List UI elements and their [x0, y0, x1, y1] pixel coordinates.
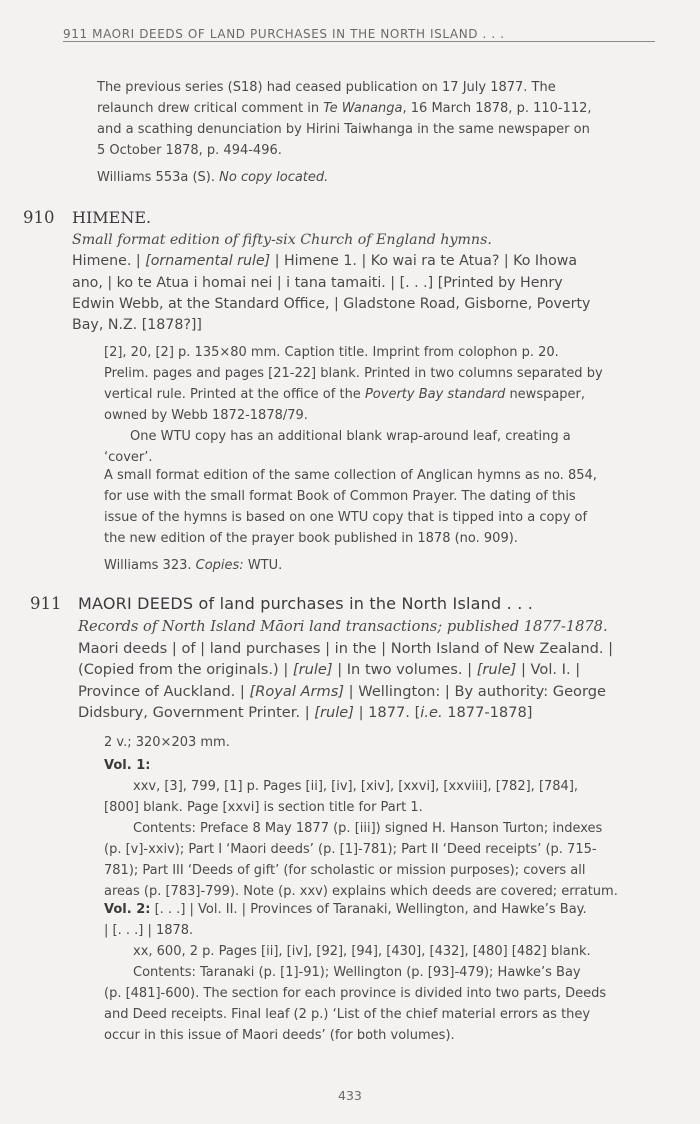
entry-910-title-line-4: Bay, N.Z. [1878?]]: [72, 317, 202, 334]
entry-910-collation: [104, 342, 603, 468]
r910-copies-label: Copies:: [195, 558, 244, 573]
entry-910-description: [72, 230, 590, 336]
vol1-collation-1: xxv, [3], 799, [1] p. Pages [ii], [iv], [xiv], [xxvi], [xxviii], [782], [784],: [133, 779, 579, 794]
t911-l2-c: | Vol. I. |: [516, 661, 581, 678]
vol2-collation: xx, 600, 2 p. Pages [ii], [iv], [92], [94], [430], [432], [480] [482] blank.: [133, 944, 591, 959]
vol2-title-1: [. . .] | Vol. II. | Provinces of Taranaki, Wellington, and Hawke’s Bay.: [150, 902, 587, 917]
t910-l1-rest: | Himene 1. | Ko wai ra te Atua? | Ko Ihowa: [270, 253, 578, 270]
running-head: 911 MAORI DEEDS OF LAND PURCHASES IN THE NORTH ISLAND . . .: [63, 27, 505, 41]
intro-reference: [97, 167, 328, 188]
vol2-contents-4: occur in this issue of Maori deeds’ (for both volumes).: [104, 1028, 455, 1043]
t911-line-2: [78, 659, 613, 681]
t911-l4-c: 1877-1878]: [442, 704, 533, 721]
entry-911-format: 2 v.; 320×203 mm.: [104, 735, 230, 750]
vol1-contents-2: (p. [v]-xxiv); Part I ‘Maori deeds’ (p. [1]-781); Part II ‘Deed receipts’ (p. 715-: [104, 842, 597, 857]
t911-l2-rule: [rule]: [292, 661, 333, 678]
entry-911-subtitle: Records of North Island Māori land transactions; published 1877-1878.: [78, 618, 608, 635]
t911-line-1: Maori deeds | of | land purchases | in the | North Island of New Zealand. |: [78, 639, 614, 657]
vol2-contents-2: (p. [481]-600). The section for each province is divided into two parts, Deeds: [104, 986, 607, 1001]
intro-line-4: 5 October 1878, p. 494-496.: [97, 143, 282, 158]
t910-l1-italic: [ornamental rule]: [145, 253, 271, 270]
vol1-label: Vol. 1:: [104, 758, 151, 773]
t911-l4-ie: i.e.: [420, 704, 443, 721]
entry-910-title-line-3: Edwin Webb, at the Standard Office, | Gladstone Road, Gisborne, Poverty: [72, 295, 591, 312]
vol1-contents-3: 781); Part III ‘Deeds of gift’ (for scholastic or mission purposes); covers all: [104, 863, 586, 878]
t911-l3-a: Province of Auckland. |: [78, 682, 250, 700]
entry-910-title-line-2: ano, | ko te Atua i homai nei | i tana tamaiti. | [. . .] [Printed by Henry: [72, 274, 563, 291]
vol2-block: [104, 899, 606, 1046]
intro-line-2-start: relaunch drew critical comment in: [97, 101, 324, 116]
c910-l3-rest: newspaper,: [505, 387, 586, 402]
c910-line-1: [2], 20, [2] p. 135×80 mm. Caption title. Imprint from colophon p. 20.: [104, 345, 559, 360]
entry-911-description: [78, 616, 613, 724]
vol2-label: Vol. 2:: [104, 902, 151, 917]
t911-l3-b: | Wellington: | By authority: George: [344, 682, 606, 700]
r910-copies-value: WTU.: [243, 558, 283, 573]
entry-910-heading: HIMENE.: [72, 208, 152, 227]
entry-910-reference: [104, 555, 282, 576]
entry-910-title-line-1: [72, 251, 590, 272]
intro-line-1: The previous series (S18) had ceased publication on 17 July 1877. The: [97, 80, 556, 95]
t911-l2-b: | In two volumes. |: [332, 661, 477, 678]
entry-911-number: 911: [30, 594, 62, 613]
vol1-block: [104, 755, 618, 902]
t911-line-3: [78, 681, 613, 703]
intro-line-2-rest: , 16 March 1878, p. 110-112,: [402, 101, 592, 116]
vol2-contents-3: and Deed receipts. Final leaf (2 p.) ‘List of the chief material errors as they: [104, 1007, 591, 1022]
c910-l3-start: vertical rule. Printed at the office of the: [104, 387, 365, 402]
entry-910-number: 910: [23, 208, 55, 227]
entry-910-subtitle: Small format edition of fifty-six Church of England hymns.: [72, 232, 492, 248]
t910-l1-start: Himene. |: [72, 253, 146, 270]
c910-line-4: owned by Webb 1872-1878/79.: [104, 408, 308, 423]
t911-l3-arms: [Royal Arms]: [249, 682, 345, 700]
n910-line-1: A small format edition of the same collection of Anglican hymns as no. 854,: [104, 468, 597, 483]
intro-line-2: [97, 98, 592, 119]
t911-l4-rule: [rule]: [314, 704, 354, 721]
intro-ref-williams: Williams 553a (S).: [97, 170, 215, 185]
newspaper-title: Te Wananga: [323, 101, 403, 116]
running-head-rule: [63, 41, 655, 42]
c910-line-2: Prelim. pages and pages [21-22] blank. Printed in two columns separated by: [104, 366, 603, 381]
intro-note: [97, 77, 592, 161]
n910-line-2: for use with the small format Book of Common Prayer. The dating of this: [104, 489, 576, 504]
t911-l2-a: (Copied from the originals.) |: [78, 661, 293, 678]
vol2-title-line-2: | [. . .] | 1878.: [104, 923, 194, 938]
t911-l4-a: Didsbury, Government Printer. |: [78, 704, 315, 721]
c910-l3-italic: Poverty Bay standard: [364, 387, 506, 402]
t911-line-4: [78, 702, 613, 724]
page-number: 433: [338, 1088, 362, 1103]
vol1-contents-1: Contents: Preface 8 May 1877 (p. [iii]) signed H. Hanson Turton; indexes: [133, 821, 603, 836]
vol1-collation-2: [800] blank. Page [xxvi] is section title for Part 1.: [104, 800, 423, 815]
t911-l4-b: | 1877. [: [353, 704, 421, 721]
r910-williams: Williams 323.: [104, 558, 192, 573]
n910-line-3: issue of the hymns is based on one WTU copy that is tipped into a copy of: [104, 510, 588, 525]
entry-911-heading: MAORI DEEDS of land purchases in the North Island . . .: [78, 594, 534, 613]
vol2-title-line-1: [104, 899, 606, 920]
c910-line-3: [104, 384, 603, 405]
intro-line-3: and a scathing denunciation by Hirini Taiwhanga in the same newspaper on: [97, 122, 590, 137]
n910-line-4: the new edition of the prayer book published in 1878 (no. 909).: [104, 531, 518, 546]
entry-910-note: [104, 465, 597, 549]
t911-l2-rule2: [rule]: [476, 661, 517, 678]
intro-ref-note: No copy located.: [219, 170, 329, 185]
c910-copy-line-1: One WTU copy has an additional blank wrap-around leaf, creating a: [130, 429, 571, 444]
c910-copy-line-2: ‘cover’.: [104, 450, 153, 465]
vol1-contents-4: areas (p. [783]-799). Note (p. xxv) explains which deeds are covered; erratum.: [104, 884, 618, 899]
vol2-contents-1: Contents: Taranaki (p. [1]-91); Wellington (p. [93]-479); Hawke’s Bay: [133, 965, 581, 980]
